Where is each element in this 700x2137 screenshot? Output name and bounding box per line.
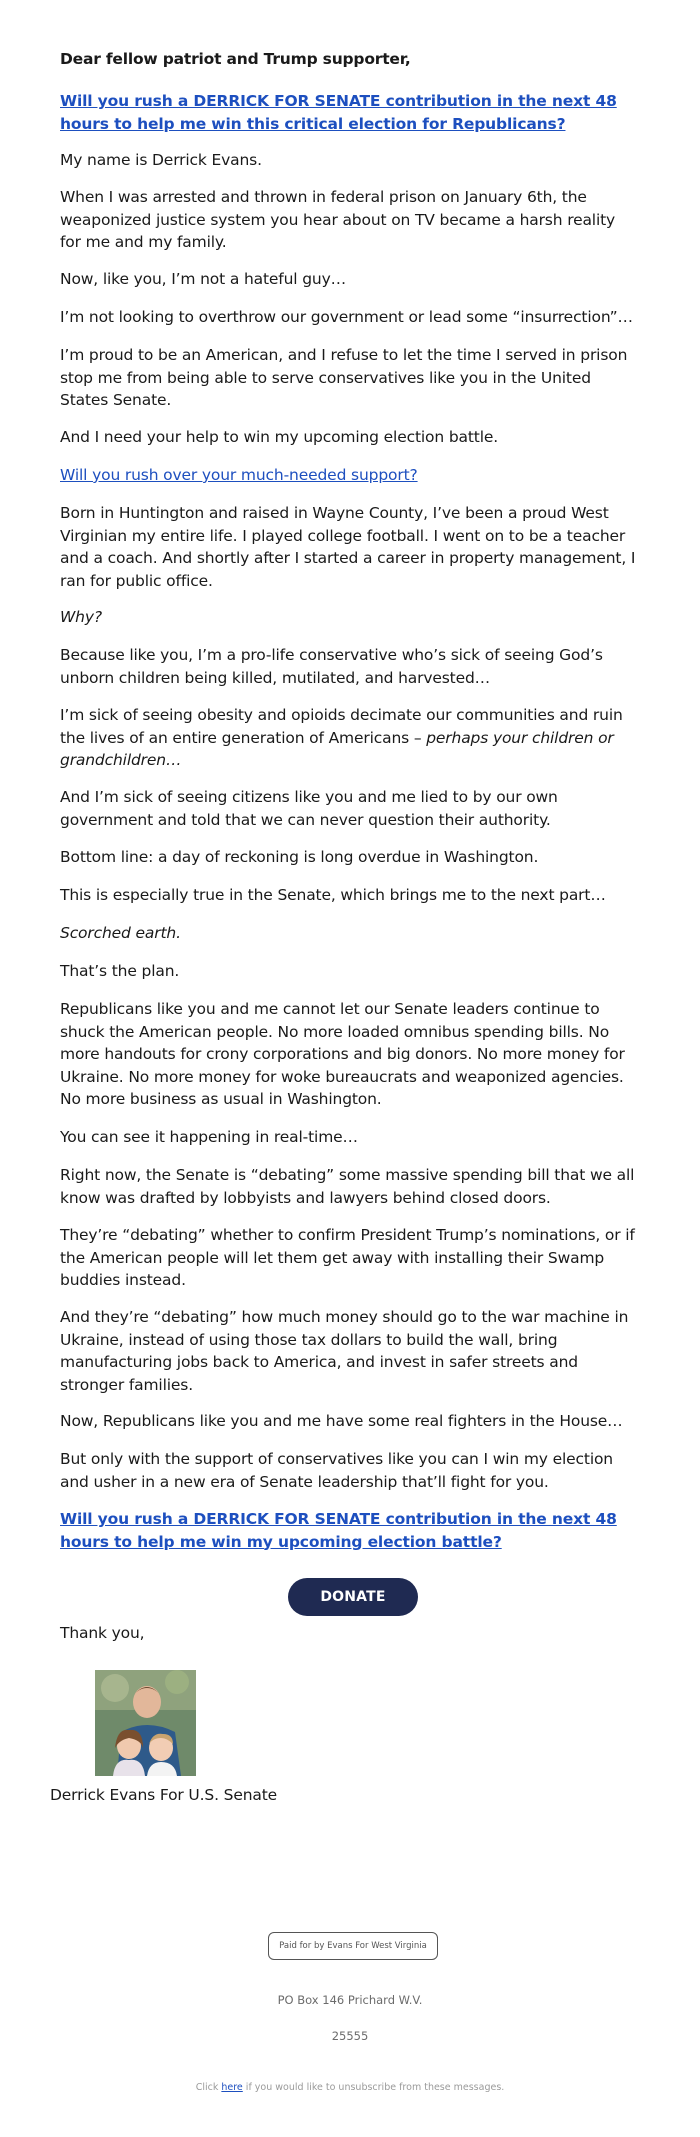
signature: Derrick Evans For U.S. Senate (50, 1786, 278, 1804)
paragraph-pro-life: Because like you, I’m a pro-life conservative who’s sick of seeing God’s unborn children being killed, mutilated, and harvested… (60, 646, 603, 687)
support-link[interactable] (60, 464, 640, 487)
greeting: Dear fellow patriot and Trump supporter, (60, 50, 411, 68)
unsubscribe-prefix: Click (195, 2082, 222, 2093)
footer-zip: 25555 (331, 2029, 369, 2043)
paragraph-need-help: And I need your help to win my upcoming election battle. (60, 428, 499, 446)
unsubscribe-suffix: if you would like to unsubscribe from these messages. (242, 2082, 505, 2093)
paragraph-spending-bill: Right now, the Senate is “debating” some massive spending bill that we all know was drafted by lobbyists and lawyers behind closed doors. (60, 1166, 635, 1207)
paragraph-support: But only with the support of conservatives like you can I win my election and usher in a new era of Senate leadership that’ll fight for you. (60, 1450, 613, 1491)
paragraph-why: Why? (60, 608, 102, 626)
paragraph-senate: This is especially true in the Senate, which brings me to the next part… (60, 886, 606, 904)
unsubscribe-line (0, 2082, 700, 2093)
paid-for-box: Paid for by Evans For West Virginia (268, 1932, 438, 1960)
candidate-photo (95, 1670, 196, 1776)
paragraph-lied-to: And I’m sick of seeing citizens like you and me lied to by our own government and told that we can never question their authority. (60, 788, 558, 829)
paragraph-opioids-main: I’m sick of seeing obesity and opioids decimate our communities and ruin the lives of an entire generation of Americans – (60, 706, 623, 747)
paragraph-background: Born in Huntington and raised in Wayne County, I’ve been a proud West Virginian my entire life. I played college football. I went on to be a teacher and a coach. And shortly after I started a career in property management, I ran for public office. (60, 504, 636, 590)
paragraph-scorched-earth: Scorched earth. (60, 924, 181, 942)
paragraph-opioids (60, 704, 640, 772)
paragraph-real-time: You can see it happening in real-time… (60, 1128, 358, 1146)
paragraph-nominations: They’re “debating” whether to confirm President Trump’s nominations, or if the American people will let them get away with installing their Swamp buddies instead. (60, 1226, 635, 1289)
paragraph-not-overthrow: I’m not looking to overthrow our government or lead some “insurrection”… (60, 308, 633, 326)
support-link-text[interactable]: Will you rush over your much-needed support? (60, 466, 418, 484)
unsubscribe-link[interactable]: here (221, 2082, 243, 2093)
paragraph-arrest: When I was arrested and thrown in federal prison on January 6th, the weaponized justice system you hear about on TV became a harsh reality for me and my family. (60, 188, 616, 251)
paragraph-the-plan: That’s the plan. (60, 962, 180, 980)
paragraph-fighters: Now, Republicans like you and me have some real fighters in the House… (60, 1412, 623, 1430)
paragraph-proud-american: I’m proud to be an American, and I refuse to let the time I served in prison stop me from being able to serve conservatives like you in the United States Senate. (60, 346, 628, 409)
paragraph-ukraine: And they’re “debating” how much money should go to the war machine in Ukraine, instead of using those tax dollars to build the wall, bring manufacturing jobs back to America, and invest in safer streets and stronger families. (60, 1308, 629, 1394)
paragraph-not-hateful: Now, like you, I’m not a hateful guy… (60, 270, 346, 288)
paragraph-bottom-line: Bottom line: a day of reckoning is long overdue in Washington. (60, 848, 539, 866)
contribution-link-top[interactable] (60, 90, 640, 135)
closing: Thank you, (60, 1624, 145, 1642)
paragraph-intro: My name is Derrick Evans. (60, 151, 262, 169)
footer-address: PO Box 146 Prichard W.V. (277, 1993, 423, 2007)
contribution-link-bottom[interactable] (60, 1508, 640, 1553)
contribution-link-top-text[interactable]: Will you rush a DERRICK FOR SENATE contribution in the next 48 hours to help me win this critical election for Republicans? (60, 92, 617, 133)
paragraph-no-more: Republicans like you and me cannot let our Senate leaders continue to shuck the American people. No more loaded omnibus spending bills. No more handouts for crony corporations and big donors. No more money for Ukraine. No more money for woke bureaucrats and weaponized agencies. No more business as usual in Washington. (60, 1000, 625, 1108)
contribution-link-bottom-text[interactable]: Will you rush a DERRICK FOR SENATE contribution in the next 48 hours to help me win my upcoming election battle? (60, 1510, 617, 1551)
donate-button[interactable]: DONATE (288, 1578, 418, 1616)
paragraph-opioids-italic: perhaps your children or grandchildren… (60, 728, 614, 769)
